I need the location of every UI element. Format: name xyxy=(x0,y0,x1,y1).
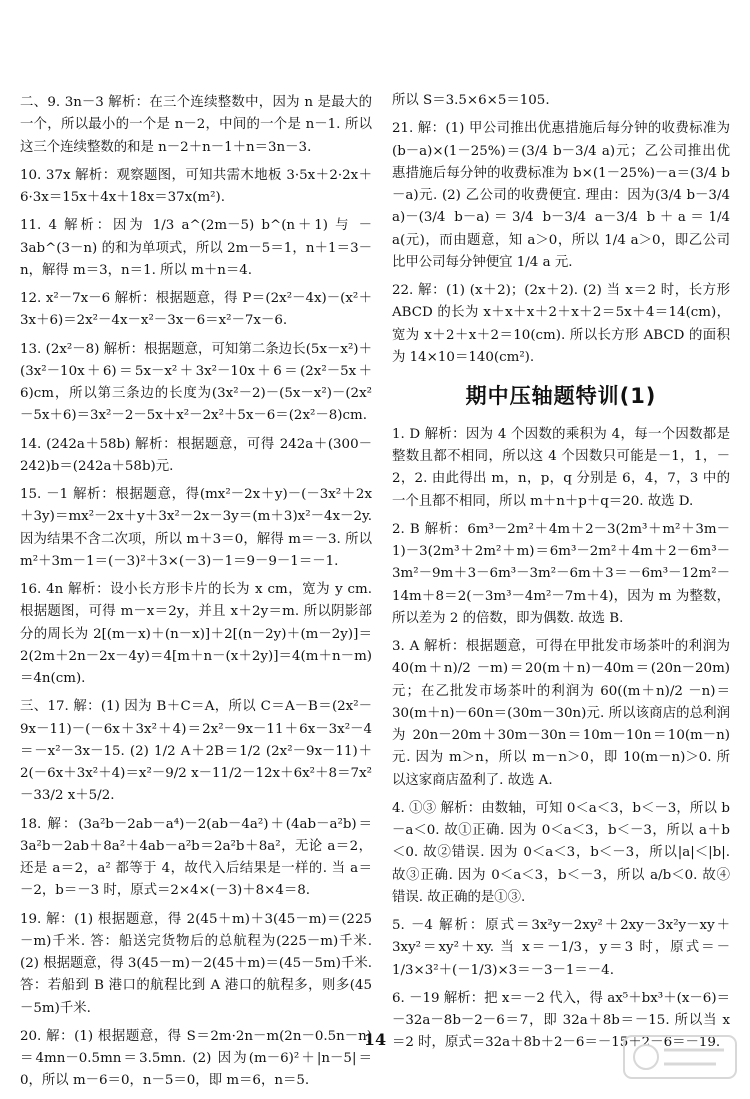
answer-entry: 3. A 解析：根据题意，可得在甲批发市场茶叶的利润为 40(m＋n)/2 －m)＝20(m＋n)－40m＝(20n－20m)元；在乙批发市场茶叶的利润为 60((m＋n)/2 －n)＝30(m＋n)－60n＝(30m－30n)元. 所以该商店的总利润为 20n－20m＋30m－30n＝10m－10n＝10(m－n)元. 因为 m＞n，所以 m－n＞0，即 10(m－n)＞0. 所以这家商店盈利了. 故选 A. xyxy=(392,639,730,788)
answer-entry: 12. x²－7x－6 解析：根据题意，得 P＝(2x²－4x)－(x²＋3x＋6)＝2x²－4x－x²－3x－6＝x²－7x－6. xyxy=(20,291,372,329)
left-column xyxy=(20,92,372,1099)
answer-entry: 所以 S＝3.5×6×5＝105. xyxy=(392,93,550,108)
answer-entry: 16. 4n 解析：设小长方形卡片的长为 x cm，宽为 y cm. 根据题图，可得 m－x＝2y，并且 x＋2y＝m. 所以阴影部分的周长为 2[(m－x)＋(n－x)]＋2[(n－2y)＋(m－2y)]＝2(2m＋2n－2x－4y)＝4[m＋n－(x＋2y)]＝4(m＋n－m)＝4n(cm). xyxy=(20,582,372,686)
answer-entry: 11. 4 解析：因为 1/3 a^(2m－5) b^(n＋1) 与 －3ab^(3－n) 的和为单项式，所以 2m－5＝1，n＋1＝3－n，解得 m＝3，n＝1. 所以 m＋n＝4. xyxy=(20,218,372,278)
answer-entry: 10. 37x 解析：观察题图，可知共需木地板 3·5x＋2·2x＋6·3x＝15x＋4x＋18x＝37x(m²). xyxy=(20,167,372,205)
answer-entry: 二、9. 3n－3 解析：在三个连续整数中，因为 n 是最大的一个，所以最小的一个是 n－2，中间的一个是 n－1. 所以这三个连续整数的和是 n－2＋n－1＋n＝3n－3. xyxy=(20,95,372,155)
answer-entry: 2. B 解析：6m³－2m²＋4m＋2－3(2m³＋m²＋3m－1)－3(2m³＋2m²＋m)＝6m³－2m²＋4m＋2－6m³－3m²－9m＋3－6m³－3m²－6m＋3＝－6m³－12m²－14m＋8＝2(－3m³－4m²－7m＋4)，因为 m 为整数，所以差为 2 的倍数，即为偶数. 故选 B. xyxy=(392,521,730,626)
answer-entry: 21. 解：(1) 甲公司推出优惠措施后每分钟的收费标准为(b－a)×(1－25%)＝(3/4 b－3/4 a)元；乙公司推出优惠措施后每分钟的收费标准为 b×(1－25%)－a＝(3/4 b－a)元. (2) 乙公司的收费便宜. 理由：因为(3/4 b－3/4 a)－(3/4 b－a)＝3/4 b－3/4 a－3/4 b＋a＝1/4 a(元)，而由题意，知 a＞0，所以 1/4 a＞0，即乙公司比甲公司每分钟便宜 1/4 a 元. xyxy=(392,121,730,270)
answer-entry: 19. 解：(1) 根据题意，得 2(45＋m)＋3(45－m)＝(225－m)千米. 答：船送完货物后的总航程为(225－m)千米. (2) 根据题意，得 3(45－m)－2(45＋m)＝(45－5m)千米. 答：若船到 B 港口的航程比到 A 港口的航程多，则多(45－5m)千米. xyxy=(20,911,372,1016)
watermark-logo xyxy=(620,1030,740,1084)
answer-entry: 18. 解：(3a²b－2ab－a⁴)－2(ab－4a²)＋(4ab－a²b)＝3a²b－2ab＋8a²＋4ab－a²b＝2a²b＋8a²，无论 a＝2，还是 a＝2，a² 都等于 4，故代入后结果是一样的. 当 a＝－2，b＝－3 时，原式＝2×4×(－3)＋8×4＝8. xyxy=(20,816,372,899)
answer-entry: 三、17. 解：(1) 因为 B＋C＝A，所以 C＝A－B＝(2x²－9x－11)－(－6x＋3x²＋4)＝2x²－9x－11＋6x－3x²－4＝－x²－3x－15. (2) 1/2 A＋2B＝1/2 (2x²－9x－11)＋2(－6x＋3x²＋4)＝x²－9/2 x－11/2－12x＋6x²＋8＝7x²－33/2 x＋5/2. xyxy=(20,699,372,804)
answer-entry: 4. ①③ 解析：由数轴，可知 0＜a＜3，b＜－3，所以 b－a＜0. 故①正确. 因为 0＜a＜3，b＜－3，所以 a＋b＜0. 故②错误. 因为 0＜a＜3，b＜－3，所以|a|＜|b|. 故③正确. 因为 0＜a＜3，b＜－3，所以 a/b＜0. 故④错误. 故正确的是①③. xyxy=(392,800,730,905)
answer-entry: 13. (2x²－8) 解析：根据题意，可知第二条边长(5x－x²)＋(3x²－10x＋6)＝5x－x²＋3x²－10x＋6＝(2x²－5x＋6)cm，所以第三条边的长度为(3x²－2)－(5x－x²)－(2x²－5x＋6)＝3x²－2－5x＋x²－2x²＋5x－6＝(2x²－8)cm. xyxy=(20,341,372,424)
answer-entry: 20. 解：(1) 根据题意，得 S＝2m·2n－m(2n－0.5n－n)＝4mn－0.5mn＝3.5mn. (2) 因为(m－6)²＋|n－5|＝0，所以 m－6＝0，n－5＝0，即 m＝6，n＝5. xyxy=(20,1028,372,1089)
answer-entry: 6. －19 解析：把 x＝－2 代入，得 ax⁵＋bx³＋(x－6)＝－32a－8b－2－6＝7，即 32a＋8b＝－15. 所以当 x＝2 时，原式＝32a＋8b＋2－6＝－15＋2－6＝－19. xyxy=(392,990,730,1051)
page-number: 14 xyxy=(363,1030,387,1049)
answer-entry: 22. 解：(1) (x＋2)；(2x＋2). (2) 当 x＝2 时，长方形 ABCD 的长为 x＋x＋x＋2＋x＋2＝5x＋4＝14(cm)，宽为 x＋2＋x＋2＝10(cm). 所以长方形 ABCD 的面积为 14×10＝140(cm²). xyxy=(392,283,730,365)
right-column xyxy=(392,90,730,1061)
answer-entry: 1. D 解析：因为 4 个因数的乘积为 4，每一个因数都是整数且都不相同，所以这 4 个因数只可能是－1，1，－2，2. 由此得出 m，n，p，q 分别是 6，4，7，3 中的一个且都不相同，所以 m＋n＋p＋q＝20. 故选 D. xyxy=(392,426,730,509)
answer-entry: 15. －1 解析：根据题意，得(mx²－2x＋y)－(－3x²＋2x＋3y)＝mx²－2x＋y＋3x²－2x－3y＝(m＋3)x²－4x－2y. 因为结果不含二次项，所以 m＋3＝0，解得 m＝－3. 所以 m²＋3m－1＝(－3)²＋3×(－3)－1＝9－9－1＝－1. xyxy=(20,487,372,569)
answer-entry: 5. －4 解析：原式＝3x²y－2xy²＋2xy－3x²y－xy＋3xy²＝xy²＋xy. 当 x＝－1/3，y＝3 时，原式＝－1/3×3²＋(－1/3)×3＝－3－1＝－4. xyxy=(392,918,730,978)
section-title: 期中压轴题特训(1) xyxy=(465,384,657,408)
answer-entry: 14. (242a＋58b) 解析：根据题意，可得 242a＋(300－242)b＝(242a＋58b)元. xyxy=(20,436,372,474)
